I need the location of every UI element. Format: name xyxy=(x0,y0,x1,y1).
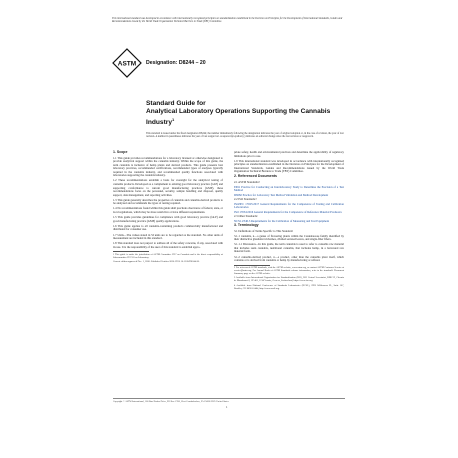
scope-paragraph: 1.1 This guide provides recommendations for a laboratory licensed or otherwise designated to provide analytical support within the cannabis industry. Within the scope of this guide, the term cannabis is inclusive of hemp plants and derived products. This guide presents best laboratory practices, recommended certifications, recommended types of analyses typically required in the cannabis industry, and recommended quality functions associated with laboratories supporting the cannabis industry. xyxy=(113,155,223,178)
term-item: 3.1.1.1 Discussion—In this guide, the term cannabis is used to refer to cannabis raw material that includes resin cannabis, nutritional cannabis, that includes hemp, in a harvested raw material form. xyxy=(234,242,344,254)
scope-heading: 1. Scope xyxy=(113,150,128,154)
footnote: Current edition approved Dec. 1, 2020. Published October 2020. DOI: 10.1520/D8244-20. xyxy=(113,260,200,264)
scope-paragraph: 1.2 These recommendations establish a basis for oversight for the analytical testing of cannabis products. Developed as a complement to existing good laboratory practice (GLP) and supporting conformance to current good manufacturing practices (GMP), these recommendations focus on the personnel, security, sample handling and disposal, quality support, data management, and reporting activities. xyxy=(113,178,223,197)
footnote: 3 Available from International Organization for Standardization (ISO), ISO Central Secretariat, BIBC II, Chemin de Blandonnet 8, CP 401, 1214 Vernier, Geneva, Switzerland, https://www.iso.org. xyxy=(234,276,344,283)
reference-link[interactable]: E691 Practice for Conducting an Interlaboratory Study to Determine the Precision of a Test Method xyxy=(234,184,344,193)
reference-link[interactable]: ISO/IEC 17025:2017 General Requirements for the Competence of Testing and Calibration Laboratories xyxy=(234,201,344,210)
title-line-2: Analytical Laboratory Operations Supporting the Cannabis Industry$^1$ xyxy=(146,108,331,127)
scope-paragraph: 1.9 This international standard was developed in accordance with internationally recognized principles on standardization established in the Decision on Principles for the Development of International Standards, Guides and Recommendations issued by the World Trade Organization Technical Barriers to Trade (TBT) Committee. xyxy=(234,158,344,174)
title-line-1: Standard Guide for xyxy=(146,100,206,107)
footnote: 4 Available from National Conference of Standards Laboratories (NCSL), 2995 Wilderness Pl., Suite 107, Boulder, CO 80301-5404, http://www.ncsli.org. xyxy=(234,283,344,290)
standard-note: This standard is issued under the fixed designation D8244; the number immediately following the designation indicates the year of original adoption or, in the case of revision, the year of last revision. A number in parentheses indicates the year of last reapproval. A superscript epsilon (ε) indicates an editorial change since the last revision or reapproval. xyxy=(146,132,344,139)
astm-logo-icon xyxy=(111,48,143,78)
scope-paragraph: priate safety, health and environmental practices and determine the applicability of regulatory limitations prior to use. xyxy=(234,150,344,158)
scope-paragraph: 1.3 This guide generally describes the properties of cannabis and cannabis-derived products to be analyzed and recommends the types of testing required. xyxy=(113,197,223,206)
svg-text:ASTM: ASTM xyxy=(117,60,137,68)
scope-paragraph: 1.4 No recommendations found within this guide shall preclude observance of federal, state, or local regulations, which may be more restrictive or have different requirements. xyxy=(113,206,223,214)
page-number: 1 xyxy=(226,405,228,409)
terminology-heading: 3. Terminology xyxy=(234,223,259,228)
reference-link[interactable]: D8282 Practice for Laboratory Test Method Validation and Method Development xyxy=(234,192,329,197)
scope-paragraph: 1.5 This guide provides guidelines for compliance with good laboratory practice (GLP) and good manufacturing practice (GMP) quality applications. xyxy=(113,215,223,223)
international-notice: This international standard was developed in accordance with internationally recognized principles on standardization established in the Decision on Principles for the Development of International Standards, Guides and Recommendations issued by the World Trade Organization Technical Barriers to Trade (TBT) Committee. xyxy=(112,17,343,24)
copyright-footer: Copyright © ASTM International, 100 Barr Harbor Drive, PO Box C700, West Conshohocken, PA 19428-2959. United States xyxy=(113,398,345,403)
footnote: 1 This guide is under the jurisdiction of ASTM Committee D37 on Cannabis and is the direct responsibility of Subcommittee D37.03 on Laboratory. xyxy=(113,252,223,259)
document-title xyxy=(146,100,346,127)
term-item: 3.1.1 cannabis, n—a genus of flowering plants within the Cannabaceae family identified by their distinctive glandular trichomes, divided serrated leaves, and single-fiber fibers. xyxy=(234,233,344,242)
designation: Designation: D8244 – 20 xyxy=(146,60,206,66)
reference-link[interactable]: NCSL Z540.3 Requirements for the Calibration of Measuring and Test Equipment xyxy=(234,218,330,223)
term-item: 3.1.2 cannabis-derived product, n—a product, other than the cannabis plant itself, which contains or is derived from cannabis or hemp by manufacturing or refined. xyxy=(234,254,344,263)
reference-link[interactable]: ISO 17034:2016 General Requirements for the Competence of Reference Material Producers xyxy=(234,209,342,214)
footnote: 2 For referenced ASTM standards, visit the ASTM website, www.astm.org, or contact ASTM Customer Service at service@astm.org. For Annual Book of ASTM Standards volume information, refer to the standard's Document Summary page on the ASTM website. xyxy=(234,266,344,275)
reference-item: 2.1 ASTM Standards:² xyxy=(234,180,260,185)
left-column xyxy=(113,151,223,266)
scope-paragraph: 1.6 This guide applies to all cannabis-containing products commercially manufactured and distributed for consumer use. xyxy=(113,223,223,232)
term-item: 3.1 Definitions of Terms Specific to This Standard: xyxy=(234,229,294,234)
right-column xyxy=(234,151,344,292)
referenced-documents-heading: 2. Referenced Documents xyxy=(234,174,277,179)
reference-item: 2.2 ISO Standards:³ xyxy=(234,197,257,202)
reference-item: 2.3 Other Standards: xyxy=(234,214,258,219)
scope-paragraph: 1.7 Units—The values stated in SI units are to be regarded as the standard. No other units of measurement are included in this standard. xyxy=(113,232,223,241)
scope-paragraph: 1.8 This standard does not purport to address all of the safety concerns, if any, associated with its use. It is the responsibility of the user of this standard to establish appro- xyxy=(113,241,223,249)
